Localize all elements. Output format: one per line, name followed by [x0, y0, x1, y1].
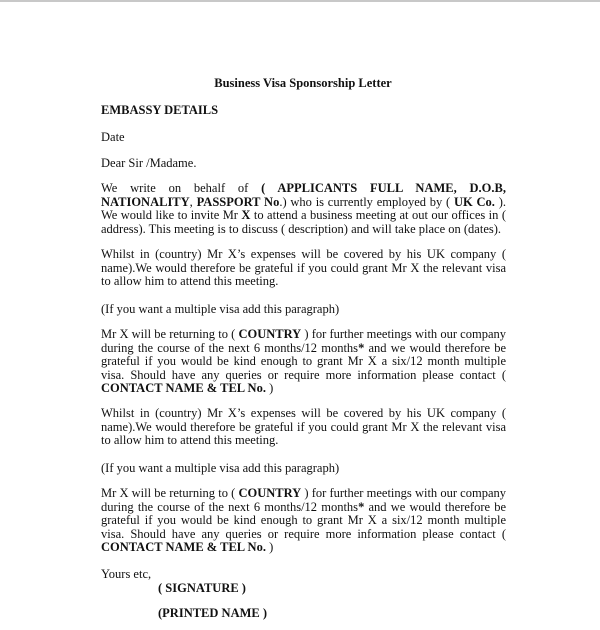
- passport-no-placeholder: PASSPORT No: [196, 194, 280, 209]
- country-placeholder: COUNTRY: [238, 486, 302, 500]
- return-text-g: ): [265, 381, 274, 395]
- asterisk-mark: *: [358, 340, 365, 355]
- contact-placeholder: CONTACT NAME & TEL No.: [101, 540, 266, 554]
- expenses-paragraph-2: Whilst in (country) Mr X’s expenses will be covered by his UK company ( name).We would therefore be grateful if you could grant Mr X the relevant visa to allow him to attend this meeting.: [101, 406, 506, 447]
- return-text-a: Mr X will be returning to (: [101, 327, 239, 341]
- applicant-details-placeholder: ( APPLICANTS FULL NAME, D.O.B, NATIONALITY: [101, 181, 506, 209]
- intro-text-g: ). We would like to invite Mr: [101, 194, 506, 222]
- return-paragraph-1: [101, 328, 506, 396]
- printed-name-placeholder: (PRINTED NAME ): [158, 606, 268, 620]
- intro-paragraph: [101, 182, 506, 236]
- return-paragraph-2: [101, 487, 506, 555]
- asterisk-mark: *: [358, 499, 365, 514]
- closing-line: Yours etc,: [101, 567, 152, 581]
- intro-text-a: We write on behalf of: [101, 181, 262, 195]
- return-text-e: and we would therefore be grateful if you would be kind enough to grant Mr X a six/12 month multiple visa. Should have any queries or require more information please contact (: [101, 499, 507, 541]
- employer-placeholder: UK Co.: [453, 194, 495, 209]
- letter-title: Business Visa Sponsorship Letter: [214, 76, 392, 90]
- multiple-visa-note-2: (If you want a multiple visa add this paragraph): [101, 461, 340, 475]
- contact-placeholder: CONTACT NAME & TEL No.: [101, 381, 266, 395]
- salutation: Dear Sir /Madame.: [101, 156, 197, 170]
- return-text-a: Mr X will be returning to (: [101, 486, 239, 500]
- intro-text-c: ,: [189, 194, 197, 209]
- signature-placeholder: ( SIGNATURE ): [158, 581, 246, 595]
- country-placeholder: COUNTRY: [238, 327, 302, 341]
- return-text-e: and we would therefore be grateful if you would be kind enough to grant Mr X a six/12 month multiple visa. Should have any queries or require more information please contact (: [101, 340, 507, 382]
- expenses-paragraph-1: Whilst in (country) Mr X’s expenses will be covered by his UK company ( name).We would therefore be grateful if you could grant Mr X the relevant visa to allow him to attend this meeting.: [101, 247, 506, 288]
- invitee-placeholder: X: [241, 208, 251, 222]
- multiple-visa-note-1: (If you want a multiple visa add this paragraph): [101, 302, 340, 316]
- intro-text-e: .) who is currently employed by (: [279, 194, 454, 209]
- intro-text-i: to attend a business meeting at out our offices in ( address). This meeting is to discuss ( description) and will take place on (dates).: [101, 208, 506, 236]
- return-text-c: ) for further meetings with our company during the course of the next 6 months/12 months: [101, 486, 506, 514]
- return-text-g: ): [265, 540, 274, 554]
- embassy-details-heading: EMBASSY DETAILS: [101, 103, 219, 117]
- return-text-c: ) for further meetings with our company during the course of the next 6 months/12 months: [101, 327, 506, 355]
- date-line: Date: [101, 130, 125, 144]
